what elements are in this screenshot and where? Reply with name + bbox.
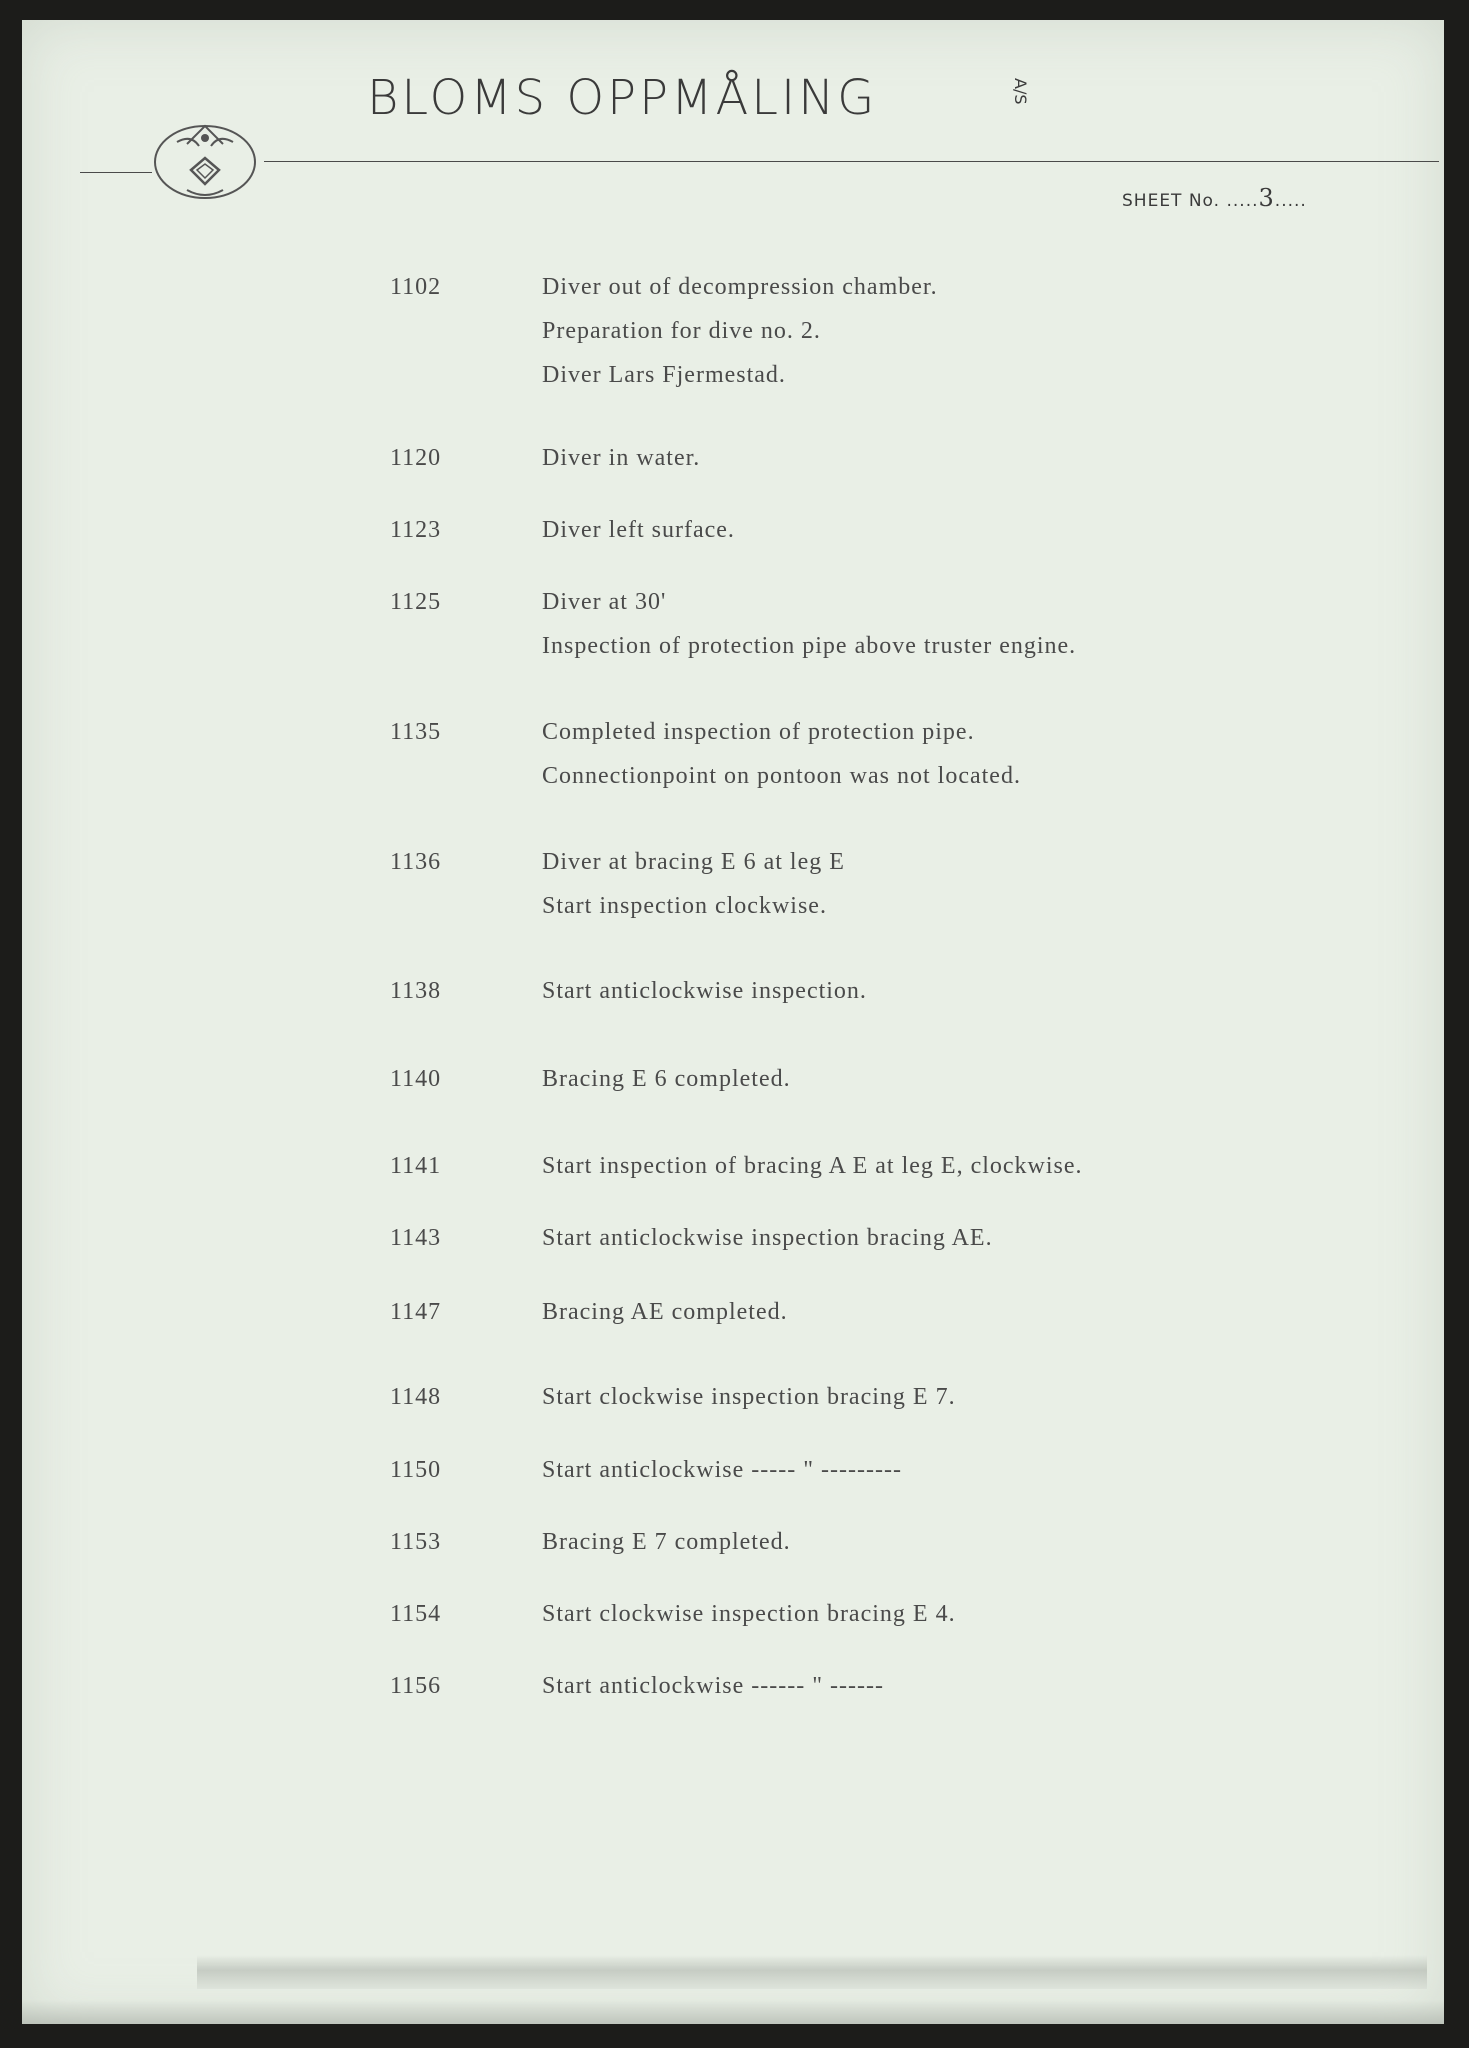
log-line: Diver Lars Fjermestad. <box>542 362 786 388</box>
log-time: 1123 <box>390 517 442 543</box>
scan-bottom-edge <box>22 2000 1444 2024</box>
header-rule-right <box>264 161 1439 162</box>
log-line: Diver at bracing E 6 at leg E <box>542 849 845 875</box>
log-text <box>542 589 1422 677</box>
log-time: 1102 <box>390 274 442 300</box>
company-suffix: A/S <box>1011 78 1030 105</box>
sheet-number: 3 <box>1258 184 1275 212</box>
log-time: 1140 <box>390 1066 442 1092</box>
log-line: Start clockwise inspection bracing E 4. <box>542 1601 956 1627</box>
log-line: Start anticlockwise ------ " ------ <box>542 1673 884 1699</box>
sheet-label: SHEET No. <box>1122 191 1221 211</box>
log-text <box>542 517 1422 561</box>
log-line: Preparation for dive no. 2. <box>542 318 821 344</box>
log-time: 1150 <box>390 1457 442 1483</box>
log-text <box>542 1066 1422 1110</box>
log-time: 1136 <box>390 849 442 875</box>
log-time: 1154 <box>390 1601 442 1627</box>
document-sheet <box>22 20 1444 2024</box>
log-text <box>542 1225 1422 1269</box>
log-line: Connectionpoint on pontoon was not located. <box>542 763 1021 789</box>
log-line: Start anticlockwise inspection bracing AE. <box>542 1225 993 1251</box>
log-text <box>542 445 1422 489</box>
log-line: Bracing E 7 completed. <box>542 1529 791 1555</box>
log-time: 1125 <box>390 589 442 615</box>
log-time: 1153 <box>390 1529 442 1555</box>
log-time: 1148 <box>390 1384 442 1410</box>
log-text <box>542 1153 1422 1197</box>
log-time: 1147 <box>390 1299 442 1325</box>
log-time: 1143 <box>390 1225 442 1251</box>
log-time: 1120 <box>390 445 442 471</box>
log-line: Diver in water. <box>542 445 701 471</box>
log-line: Start clockwise inspection bracing E 7. <box>542 1384 956 1410</box>
log-line: Start anticlockwise ----- " --------- <box>542 1457 902 1483</box>
log-text <box>542 719 1422 807</box>
log-line: Inspection of protection pipe above truster engine. <box>542 633 1077 659</box>
log-text <box>542 1299 1422 1343</box>
log-text <box>542 1601 1422 1645</box>
company-emblem-icon <box>147 104 267 214</box>
log-text <box>542 1384 1422 1428</box>
log-text <box>542 978 1422 1022</box>
log-time: 1135 <box>390 719 442 745</box>
log-line: Start anticlockwise inspection. <box>542 978 867 1004</box>
log-text <box>542 274 1422 406</box>
log-line: Diver left surface. <box>542 517 735 543</box>
sheet-number-field <box>1122 184 1307 212</box>
header-rule-left <box>80 172 152 173</box>
sheet-dots-before: ..... <box>1226 191 1259 211</box>
log-text <box>542 1673 1422 1717</box>
log-line: Bracing E 6 completed. <box>542 1066 791 1092</box>
log-time: 1141 <box>390 1153 442 1179</box>
log-line: Start inspection of bracing A E at leg E, clockwise. <box>542 1153 1083 1179</box>
log-line: Start inspection clockwise. <box>542 893 827 919</box>
company-name: BLOMS OPPMÅLING <box>367 70 878 126</box>
log-line: Diver out of decompression chamber. <box>542 274 938 300</box>
log-text <box>542 1457 1422 1501</box>
log-text <box>542 849 1422 937</box>
log-time: 1156 <box>390 1673 442 1699</box>
sheet-dots-after: ..... <box>1274 191 1307 211</box>
log-line: Bracing AE completed. <box>542 1299 788 1325</box>
log-text <box>542 1529 1422 1573</box>
log-line: Completed inspection of protection pipe. <box>542 719 975 745</box>
log-time: 1138 <box>390 978 442 1004</box>
scan-smear <box>197 1955 1427 1989</box>
log-line: Diver at 30' <box>542 589 667 615</box>
